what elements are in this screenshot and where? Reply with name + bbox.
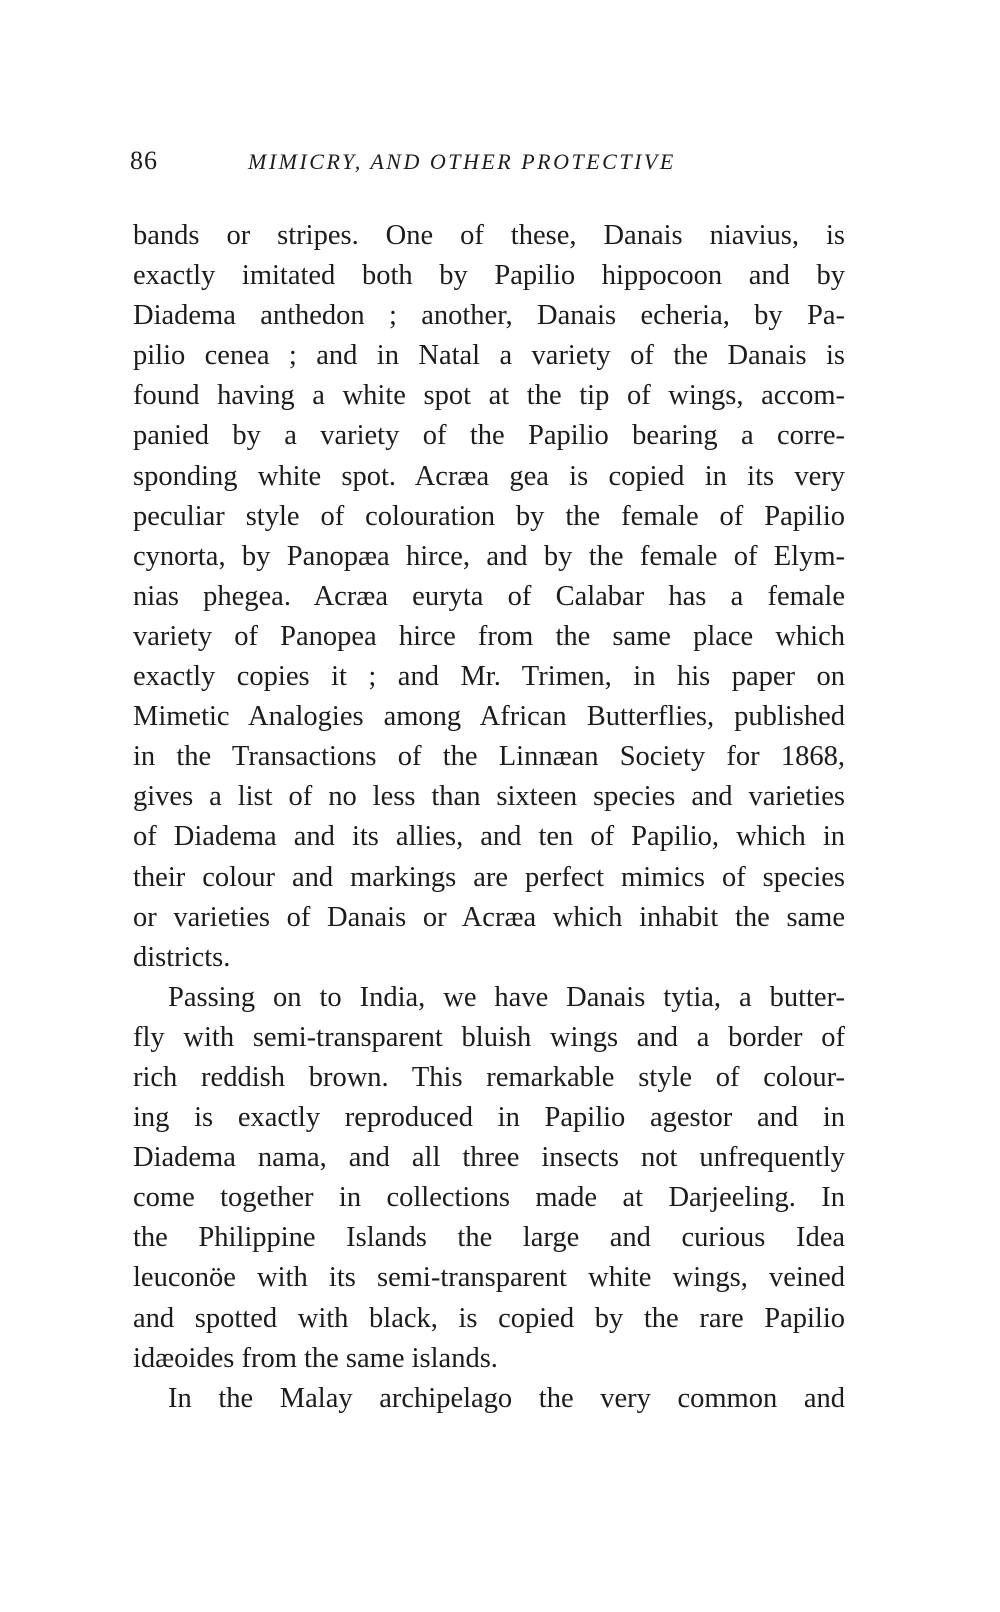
text-line: variety of Panopea hirce from the same place which xyxy=(133,620,845,652)
running-title: MIMICRY, AND OTHER PROTECTIVE xyxy=(248,149,676,174)
text-line: exactly copies it ; and Mr. Trimen, in his paper on xyxy=(133,661,845,693)
body-text xyxy=(133,216,845,1419)
text-line: districts. xyxy=(133,941,231,973)
text-line: leuconöe with its semi-transparent white wings, veined xyxy=(133,1262,845,1294)
text-line: found having a white spot at the tip of wings, accom- xyxy=(133,380,845,412)
text-line: idæoides from the same islands. xyxy=(133,1342,498,1374)
text-line: in the Transactions of the Linnæan Society for 1868, xyxy=(133,741,845,773)
text-line: nias phegea. Acræa euryta of Calabar has a female xyxy=(133,580,845,612)
paragraph-2 xyxy=(133,978,845,1379)
text-line: In the Malay archipelago the very common and xyxy=(168,1382,845,1414)
text-line: sponding white spot. Acræa gea is copied in its very xyxy=(133,460,845,492)
text-line: and spotted with black, is copied by the rare Papilio xyxy=(133,1302,845,1334)
text-line: pilio cenea ; and in Natal a variety of the Danais is xyxy=(133,340,845,372)
text-line: cynorta, by Panopæa hirce, and by the female of Elym- xyxy=(133,540,845,572)
text-line: rich reddish brown. This remarkable style of colour- xyxy=(133,1061,845,1093)
paragraph-3 xyxy=(133,1379,845,1419)
text-line: gives a list of no less than sixteen species and varieties xyxy=(133,781,845,813)
text-line: the Philippine Islands the large and curious Idea xyxy=(133,1222,845,1254)
text-line: Mimetic Analogies among African Butterflies, published xyxy=(133,701,845,733)
text-line: Diadema anthedon ; another, Danais echeria, by Pa- xyxy=(133,300,845,332)
text-line: fly with semi-transparent bluish wings and a border of xyxy=(133,1021,845,1053)
text-line: exactly imitated both by Papilio hippocoon and by xyxy=(133,260,845,292)
text-line: peculiar style of colouration by the female of Papilio xyxy=(133,500,845,532)
text-line: their colour and markings are perfect mimics of species xyxy=(133,861,845,893)
text-line: ing is exactly reproduced in Papilio agestor and in xyxy=(133,1102,845,1134)
page-number: 86 xyxy=(130,146,158,175)
text-line: come together in collections made at Darjeeling. In xyxy=(133,1182,845,1214)
text-line: Diadema nama, and all three insects not unfrequently xyxy=(133,1142,845,1174)
text-line: panied by a variety of the Papilio bearing a corre- xyxy=(133,420,845,452)
text-line: bands or stripes. One of these, Danais niavius, is xyxy=(133,220,845,251)
text-line: of Diadema and its allies, and ten of Papilio, which in xyxy=(133,821,845,853)
paragraph-1 xyxy=(133,216,845,978)
text-line: Passing on to India, we have Danais tytia, a butter- xyxy=(168,981,845,1013)
page-header xyxy=(130,146,850,186)
text-line: or varieties of Danais or Acræa which inhabit the same xyxy=(133,901,845,933)
